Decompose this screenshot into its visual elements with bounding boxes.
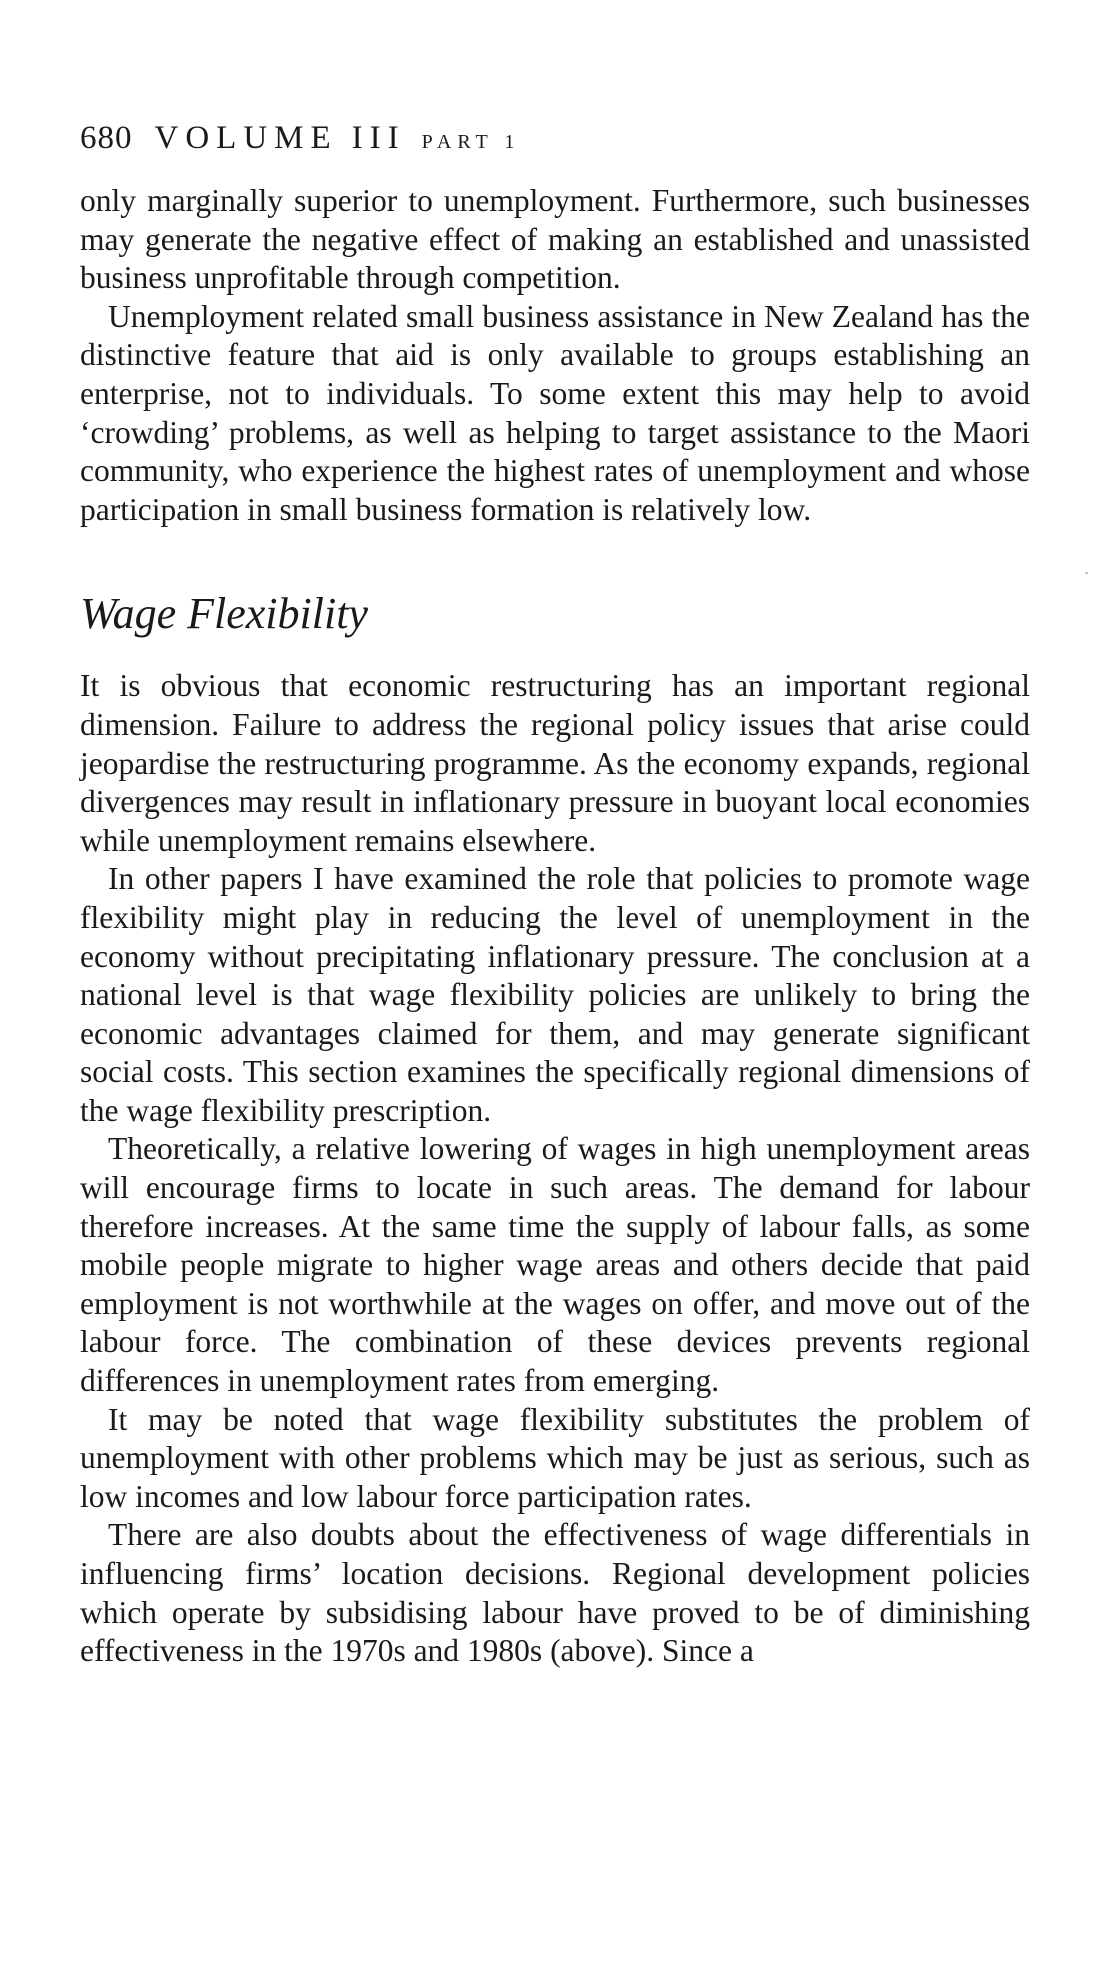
volume-number: III bbox=[351, 120, 406, 156]
paragraph: Unemployment related small business assistance in New Zealand has the distinctive feature that aid is only available to groups establishing an enterprise, not to individuals. To some extent this may help to avoid ‘crowding’ problems, as well as helping to target assistance to the Maori community, who experience the highest rates of unemployment and whose participation in small business formation is relatively low. bbox=[80, 298, 1030, 527]
section-heading: Wage Flexibility bbox=[80, 589, 368, 639]
scan-speck bbox=[1085, 572, 1088, 574]
book-page bbox=[80, 118, 1030, 1671]
volume-label: VOLUME bbox=[154, 120, 338, 156]
part-label: PART 1 bbox=[421, 131, 521, 153]
paragraph: only marginally superior to unemployment. Furthermore, such businesses may generate the negative effect of making an established and unassisted business unprofitable through competition. bbox=[80, 183, 1030, 296]
running-head bbox=[80, 118, 1030, 162]
paragraph: Theoretically, a relative lowering of wages in high unemployment areas will encourage firms to locate in such areas. The demand for labour therefore increases. At the same time the supply of labour falls, as some mobile people migrate to higher wage areas and others decide that paid employment is not worthwhile at the wages on offer, and move out of the labour force. The combination of these devices prevents regional differences in unemployment rates from emerging. bbox=[80, 1131, 1030, 1399]
paragraph: It may be noted that wage flexibility substitutes the problem of unemployment with other problems which may be just as serious, such as low incomes and low labour force participation rates. bbox=[80, 1401, 1030, 1514]
paragraph: In other papers I have examined the role that policies to promote wage flexibility might play in reducing the level of unemployment in the economy without precipitating inflationary pressure. The conclusion at a national level is that wage flexibility policies are unlikely to bring the economic advantages claimed for them, and may generate significant social costs. This section examines the specifically regional dimensions of the wage flexibility prescription. bbox=[80, 861, 1030, 1128]
paragraph: There are also doubts about the effectiveness of wage differentials in influencing firms’ location decisions. Regional development policies which operate by subsidising labour have proved to be of diminishing effectiveness in the 1970s and 1980s (above). Since a bbox=[80, 1517, 1030, 1669]
paragraph: It is obvious that economic restructuring has an important regional dimension. Failure to address the regional policy issues that arise could jeopardise the restructuring programme. As the economy expands, regional divergences may result in inflationary pressure in buoyant local economies while unemployment remains elsewhere. bbox=[80, 668, 1030, 858]
page-number: 680 bbox=[80, 120, 133, 156]
